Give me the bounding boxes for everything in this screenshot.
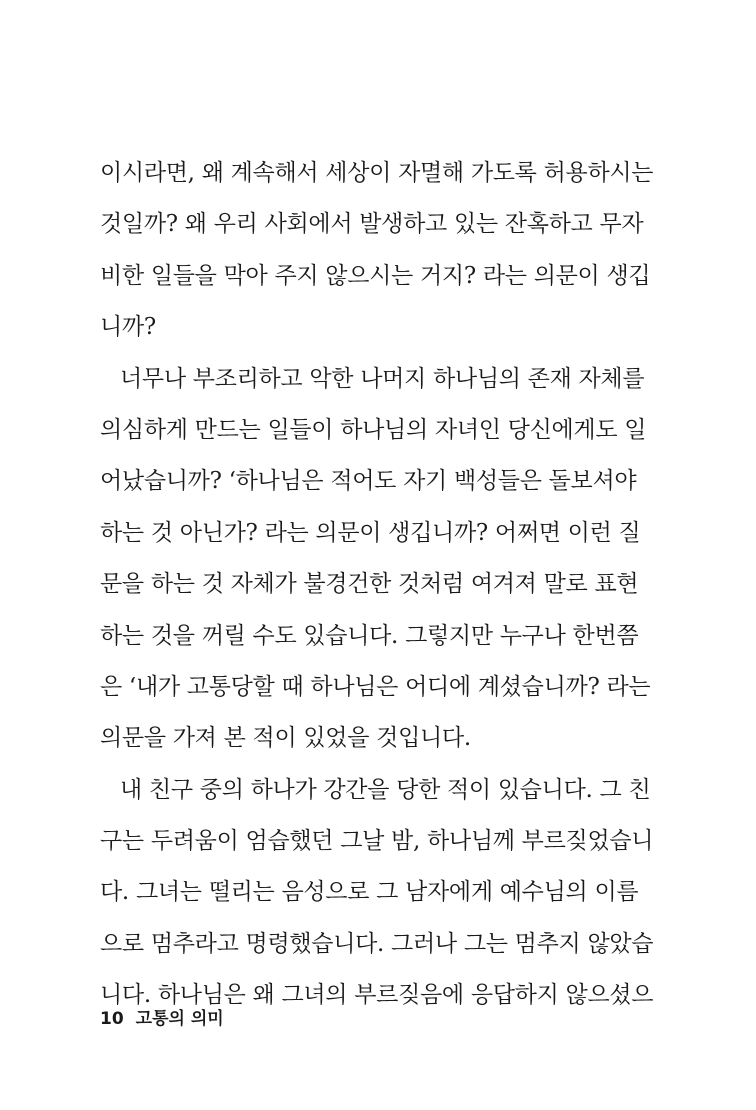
text-line: 의문을 가져 본 적이 있었을 것입니다.: [100, 725, 471, 752]
text-line: 하는 것을 꺼릴 수도 있습니다. 그렇지만 누구나 한번쯤: [100, 622, 639, 649]
text-line: 어났습니까? ‘하나님은 적어도 자기 백성들은 돌보셔야: [100, 468, 637, 495]
text-line: 구는 두려움이 엄습했던 그날 밤, 하나님께 부르짖었습니: [100, 828, 654, 855]
running-title: 고통의 의미: [135, 1009, 224, 1029]
text-line: 니다. 하나님은 왜 그녀의 부르짖음에 응답하지 않으셨으: [100, 982, 654, 1009]
text-line: 의심하게 만드는 일들이 하나님의 자녀인 당신에게도 일: [100, 416, 647, 443]
text-line: 니까?: [100, 314, 156, 341]
text-line: 문을 하는 것 자체가 불경건한 것처럼 여겨져 말로 표현: [100, 571, 639, 598]
text-line: 것일까? 왜 우리 사회에서 발생하고 있는 잔혹하고 무자: [100, 211, 644, 238]
text-line: 비한 일들을 막아 주지 않으시는 거지? 라는 의문이 생깁: [100, 262, 651, 289]
text-line: 내 친구 중의 하나가 강간을 당한 적이 있습니다. 그 친: [120, 776, 651, 803]
text-line: 은 ‘내가 고통당할 때 하나님은 어디에 계셨습니까? 라는: [100, 673, 651, 700]
page-footer: [100, 1004, 224, 1029]
text-line: 하는 것 아닌가? 라는 의문이 생깁니까? 어쩌면 이런 질: [100, 519, 641, 546]
page-number: 10: [100, 1009, 124, 1029]
text-line: 으로 멈추라고 명령했습니다. 그러나 그는 멈추지 않았습: [100, 930, 654, 957]
body-text: [100, 148, 654, 1022]
text-line: 다. 그녀는 떨리는 음성으로 그 남자에게 예수님의 이름: [100, 879, 639, 906]
text-line: 너무나 부조리하고 악한 나머지 하나님의 존재 자체를: [120, 365, 645, 392]
text-line: 이시라면, 왜 계속해서 세상이 자멸해 가도록 허용하시는: [100, 160, 654, 186]
